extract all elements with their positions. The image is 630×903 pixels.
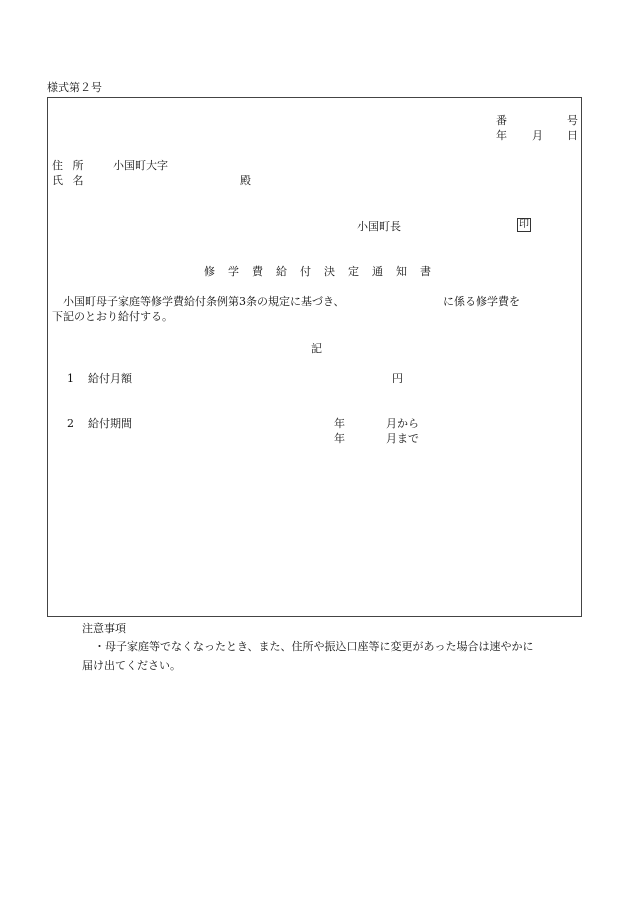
notes-line2: 届け出てください。 <box>82 659 181 672</box>
honorific: 殿 <box>240 174 251 187</box>
notice-frame <box>47 97 582 617</box>
issuer-title: 小国町長 <box>357 220 401 233</box>
number-label-go: 号 <box>567 114 578 127</box>
item-label-period: 給付期間 <box>88 417 132 430</box>
item-label-monthly-amount: 給付月額 <box>88 372 132 385</box>
period-from-month: 月から <box>386 417 419 430</box>
body-line2: 下記のとおり給付する。 <box>52 310 173 323</box>
period-to-year: 年 <box>334 432 345 445</box>
item-number: 2 <box>67 417 74 430</box>
address-label: 住 所 <box>52 159 84 172</box>
body-line1-part2: に係る修学費を <box>443 295 520 308</box>
seal-mark: 印 <box>519 219 529 230</box>
notes-line1: ・母子家庭等でなくなったとき、また、住所や振込口座等に変更があった場合は速やかに <box>94 640 534 653</box>
form-number: 様式第２号 <box>47 81 102 94</box>
ki-label: 記 <box>311 342 322 355</box>
date-month-label: 月 <box>532 129 543 142</box>
document-title: 修学費給付決定通知書 <box>204 265 444 278</box>
body-line1-part1: 小国町母子家庭等修学費給付条例第3条の規定に基づき、 <box>63 295 345 308</box>
name-label: 氏 名 <box>52 174 84 187</box>
notes-title: 注意事項 <box>82 622 126 635</box>
yen-unit: 円 <box>392 372 403 385</box>
date-day-label: 日 <box>567 129 578 142</box>
period-from-year: 年 <box>334 417 345 430</box>
address-value: 小国町大字 <box>113 159 168 172</box>
period-to-month: 月まで <box>386 432 419 445</box>
item-number: 1 <box>67 372 74 385</box>
number-label-ban: 番 <box>496 114 507 127</box>
date-year-label: 年 <box>496 129 507 142</box>
